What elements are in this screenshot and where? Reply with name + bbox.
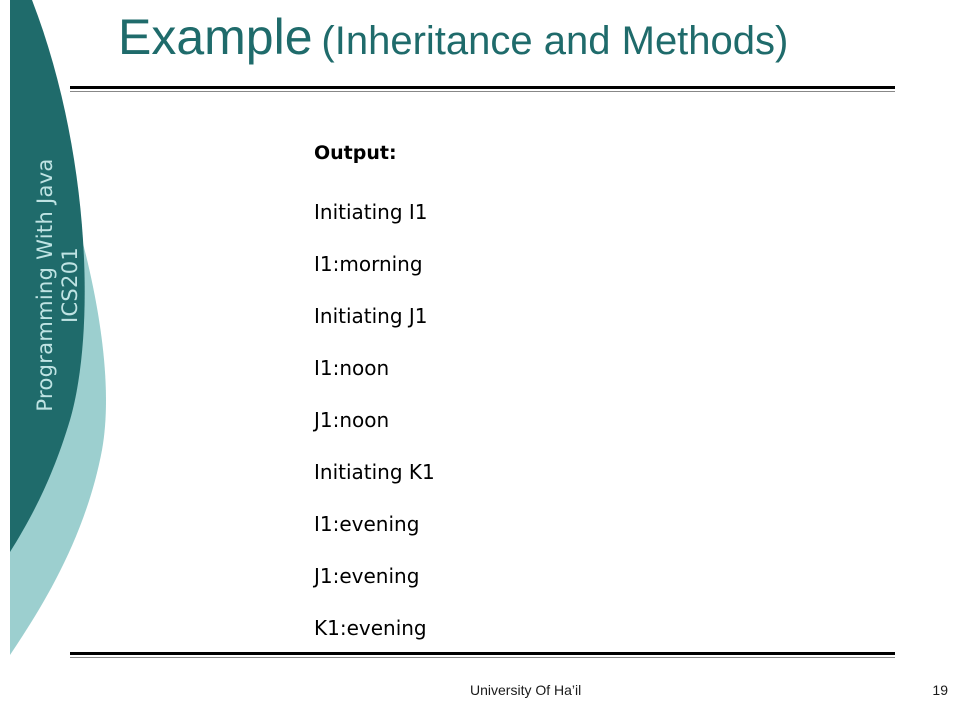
output-line: I1:morning [314,252,423,276]
sidebar-course-code: ICS201 [58,246,82,324]
output-line: J1:noon [314,408,390,432]
sidebar-course-name: Programming With Java [33,158,57,412]
top-divider [70,86,895,92]
output-line: Initiating I1 [314,200,428,224]
slide-title [118,8,788,66]
bottom-divider [70,652,895,658]
output-line: Initiating K1 [314,460,435,484]
sidebar-label [33,75,83,495]
output-line: I1:noon [314,356,390,380]
output-line: Initiating J1 [314,304,428,328]
footer-institution: University Of Ha’il [470,682,582,698]
page-number: 19 [932,682,948,698]
output-block [314,140,435,654]
output-label: Output: [314,142,397,164]
slide-title-subtitle: (Inheritance and Methods) [321,19,789,63]
slide-title-main: Example [118,9,313,65]
output-line: J1:evening [314,564,420,588]
output-line: I1:evening [314,512,420,536]
output-line: K1:evening [314,616,427,640]
